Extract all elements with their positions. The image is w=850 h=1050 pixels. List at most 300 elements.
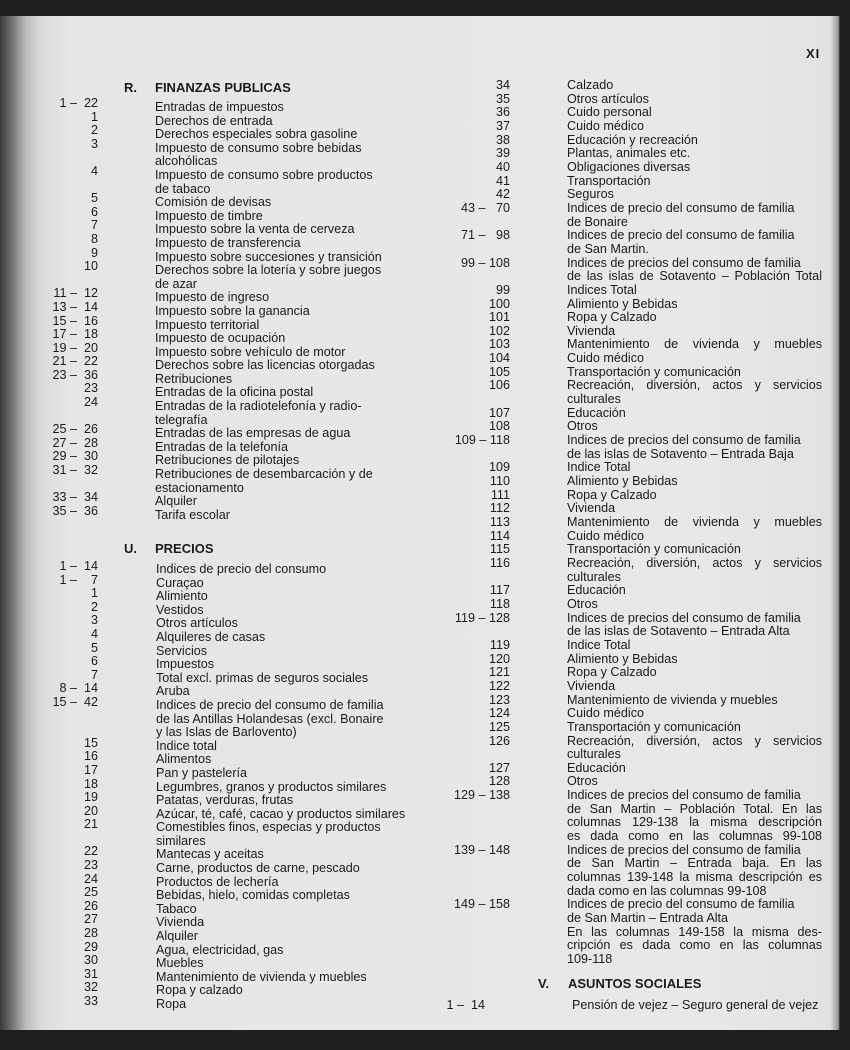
entry-description: Agua, electricidad, gas xyxy=(156,942,284,957)
entry-description: culturales xyxy=(567,747,621,762)
entry-description: Impuesto de timbre xyxy=(155,208,263,223)
right-column-rows xyxy=(430,79,822,967)
entry-description: Bebidas, hielo, comidas completas xyxy=(156,888,350,903)
column-number: 17 xyxy=(83,762,98,777)
entry-description: Indices de precio del consumo de familia xyxy=(156,697,384,712)
column-number: 8 – 14 xyxy=(59,681,98,696)
index-entry xyxy=(430,461,822,475)
entry-description: Impuestos xyxy=(156,657,215,672)
entry-description: Impuesto de consumo sobre bebidas xyxy=(155,140,362,155)
entry-description: En las columnas 149-158 la misma des- xyxy=(567,924,822,939)
entry-description: Cuido personal xyxy=(567,105,652,120)
column-number: 113 xyxy=(489,515,510,529)
index-entry xyxy=(430,420,822,434)
column-number: 7 xyxy=(90,667,98,682)
entry-description: columnas 139-148 la misma descripción es xyxy=(567,870,822,885)
entry-description: de San Martin – Entrada baja. En las xyxy=(567,856,822,871)
column-number: 25 – 26 xyxy=(52,422,98,437)
column-number: 11 – 12 xyxy=(53,286,98,301)
column-number: 35 – 36 xyxy=(52,503,98,518)
entry-description: Impuesto de ocupación xyxy=(155,331,286,346)
column-number: 23 xyxy=(83,858,98,873)
index-entry xyxy=(430,298,822,312)
entry-description: Retribuciones xyxy=(155,371,233,386)
column-number: 71 – 98 xyxy=(460,228,510,243)
index-entry xyxy=(430,188,822,202)
entry-description: Pan y pastelería xyxy=(156,765,248,780)
entry-description: Derechos sobre la lotería y sobre juegos xyxy=(155,263,382,278)
section-title: ASUNTOS SOCIALES xyxy=(568,976,702,991)
column-number: 15 – 16 xyxy=(52,313,98,328)
column-number: 115 xyxy=(489,542,510,557)
entry-description: Entradas de la oficina postal xyxy=(155,385,314,400)
column-number: 30 xyxy=(83,953,98,968)
entry-description: Productos de lechería xyxy=(156,874,279,889)
column-number: 107 xyxy=(488,405,510,420)
entry-description: Indices de precio del consumo de familia xyxy=(567,200,795,215)
entry-description: Otros artículos xyxy=(567,91,649,106)
index-entry xyxy=(430,639,822,653)
column-number: 8 xyxy=(90,231,98,246)
column-number: 149 – 158 xyxy=(453,897,510,912)
entry-description: Transportación xyxy=(567,173,651,188)
entry-description: Seguros xyxy=(567,187,614,202)
index-entry xyxy=(40,395,400,414)
column-number: 26 xyxy=(83,898,98,913)
column-number: 28 xyxy=(83,926,98,941)
column-number: 21 xyxy=(83,817,98,832)
column-number: 16 xyxy=(83,749,98,764)
section-u-rows xyxy=(40,559,420,1012)
entry-description: columnas 129-138 la misma descripción xyxy=(567,815,822,830)
entry-description: Transportación y comunicación xyxy=(567,364,741,379)
column-number: 24 xyxy=(83,871,98,886)
entry-description: y las Islas de Barlovento) xyxy=(156,725,297,740)
column-number: 37 xyxy=(495,118,510,133)
document-page xyxy=(0,16,840,1030)
entry-description: Alimiento y Bebidas xyxy=(567,296,678,311)
entry-description: Ropa y Calzado xyxy=(567,310,657,325)
entry-description: dada como en las columnas 99-108 xyxy=(567,883,767,898)
entry-description: Cuido médico xyxy=(567,118,645,133)
entry-description: Patatas, verduras, frutas xyxy=(156,793,294,808)
column-number: 1 – 7 xyxy=(59,572,98,587)
index-entry xyxy=(40,463,400,482)
index-entry xyxy=(430,707,822,721)
index-entry xyxy=(40,259,400,278)
index-entry xyxy=(430,789,822,803)
index-entry xyxy=(430,284,822,298)
entry-description: Educación y recreación xyxy=(567,132,698,147)
index-entry xyxy=(430,926,822,940)
column-number: 31 xyxy=(83,966,98,981)
entry-description: Recreación, diversión, actos y servicios xyxy=(567,555,822,570)
column-number: 10 xyxy=(83,259,98,274)
column-number: 126 xyxy=(488,733,510,748)
column-number: 121 xyxy=(488,665,510,680)
index-entry xyxy=(430,257,822,271)
entry-description: Impuesto sobre succesiones y transición xyxy=(155,249,382,264)
entry-description: Impuesto de ingreso xyxy=(155,290,270,305)
entry-description: Calzado xyxy=(567,78,614,92)
entry-description: Mantenimiento de vivienda y muebles xyxy=(156,969,367,984)
index-entry xyxy=(430,489,822,503)
column-number: 7 xyxy=(90,218,98,233)
column-number: 119 – 128 xyxy=(454,610,510,625)
entry-description: Indices de precio del consumo de familia xyxy=(567,228,795,243)
index-entry xyxy=(40,994,420,1012)
column-number: 5 xyxy=(90,191,98,206)
entry-description: Derechos de entrada xyxy=(155,113,273,128)
column-number: 25 xyxy=(83,885,98,900)
entry-description: Cuido médico xyxy=(567,528,645,543)
index-entry xyxy=(430,516,822,530)
entry-description: Recreación, diversión, actos y servicios xyxy=(567,378,822,393)
index-entry xyxy=(430,393,822,407)
index-entry xyxy=(430,775,822,789)
entry-description: Educación xyxy=(567,760,626,775)
column-number: 112 xyxy=(489,501,510,516)
column-number: 1 – 14 xyxy=(59,559,98,573)
entry-description: similares xyxy=(156,833,206,848)
column-number: 122 xyxy=(488,678,510,693)
index-entry xyxy=(430,721,822,735)
index-entry xyxy=(430,106,822,120)
entry-description: Ropa y Calzado xyxy=(567,665,657,680)
column-number: 108 xyxy=(488,419,510,434)
column-number: 23 xyxy=(83,381,98,396)
entry-description: Indice total xyxy=(156,738,217,753)
entry-description: Legumbres, granos y productos similares xyxy=(156,779,387,794)
column-number: 33 – 34 xyxy=(52,490,98,505)
entry-description: Indice Total xyxy=(567,460,631,475)
entry-description: Alimiento xyxy=(156,589,208,604)
column-number: 22 xyxy=(83,844,98,859)
index-entry xyxy=(430,898,822,912)
column-number: 118 xyxy=(489,596,510,611)
column-number: 19 – 20 xyxy=(52,340,98,355)
index-entry xyxy=(430,352,822,366)
column-number: 1 xyxy=(90,109,98,124)
entry-description: Cuido médico xyxy=(567,351,645,366)
index-entry xyxy=(40,713,420,727)
column-number: 39 xyxy=(495,146,510,161)
column-number: 100 xyxy=(488,296,510,311)
column-number: 105 xyxy=(488,364,510,379)
column-number: 99 xyxy=(495,282,510,297)
index-entry xyxy=(430,871,822,885)
index-entry xyxy=(430,475,822,489)
column-number: 27 – 28 xyxy=(52,435,98,450)
entry-description: Otros xyxy=(567,774,598,789)
entry-description: Indices Total xyxy=(567,282,637,297)
column-number: 114 xyxy=(489,528,510,543)
index-entry xyxy=(430,229,822,243)
index-entry xyxy=(430,502,822,516)
section-v-rows xyxy=(430,999,822,1013)
index-entry xyxy=(430,830,822,844)
entry-description: de tabaco xyxy=(155,181,211,196)
index-entry xyxy=(430,530,822,544)
index-entry xyxy=(430,571,822,585)
entry-description: Derechos sobre las licencias otorgadas xyxy=(155,358,375,373)
index-entry xyxy=(430,543,822,557)
index-entry xyxy=(430,79,822,93)
column-number: 17 – 18 xyxy=(52,327,98,342)
column-number: 23 – 36 xyxy=(52,367,98,382)
column-number: 20 xyxy=(83,803,98,818)
entry-description: Impuesto sobre vehículo de motor xyxy=(155,344,346,359)
index-entry xyxy=(430,325,822,339)
section-letter: R. xyxy=(124,80,137,95)
entry-description: de las Antillas Holandesas (excl. Bonaire xyxy=(156,711,384,726)
entry-description: Indices de precios del consumo de familia xyxy=(567,610,801,625)
entry-description: Tabaco xyxy=(156,901,197,916)
entry-description: Transportación y comunicación xyxy=(567,719,741,734)
index-entry xyxy=(430,625,822,639)
index-entry xyxy=(430,803,822,817)
entry-description: Indices de precios del consumo de familia xyxy=(567,788,801,803)
column-number: 104 xyxy=(488,351,510,366)
column-number: 117 xyxy=(489,583,510,598)
index-entry xyxy=(430,175,822,189)
index-entry xyxy=(430,270,822,284)
entry-description: Indice Total xyxy=(567,637,631,652)
entry-description: Ropa y Calzado xyxy=(567,487,657,502)
index-entry xyxy=(430,407,822,421)
index-entry xyxy=(430,748,822,762)
column-number: 101 xyxy=(488,310,510,325)
column-number: 43 – 70 xyxy=(460,200,510,215)
entry-description: Entradas de la radiotelefonía y radio- xyxy=(155,399,362,414)
index-entry xyxy=(430,885,822,899)
entry-description: Retribuciones de pilotajes xyxy=(155,453,300,468)
column-number: 15 xyxy=(83,735,98,750)
index-entry xyxy=(430,338,822,352)
entry-description: Alimentos xyxy=(156,752,212,767)
entry-description: de las islas de Sotavento – Entrada Baja xyxy=(567,446,794,461)
column-number: 27 xyxy=(83,912,98,927)
entry-description: Ropa y calzado xyxy=(156,983,243,998)
column-number: 42 xyxy=(495,187,510,202)
index-entry xyxy=(430,379,822,393)
entry-description: Alquiler xyxy=(155,494,197,509)
entry-description: Comisión de devisas xyxy=(155,195,272,210)
column-number: 1 – 22 xyxy=(59,96,98,110)
index-entry xyxy=(430,598,822,612)
index-entry xyxy=(430,147,822,161)
column-number: 109 – 118 xyxy=(454,433,510,448)
entry-description: 109-118 xyxy=(567,952,613,966)
column-number: 38 xyxy=(495,132,510,147)
entry-description: estacionamento xyxy=(155,480,244,495)
entry-description: Impuesto territorial xyxy=(155,317,260,332)
index-entry xyxy=(40,817,420,835)
column-number: 124 xyxy=(488,706,510,721)
column-number: 1 – 14 xyxy=(446,998,485,1012)
entry-description: Indices de precios del consumo de familia xyxy=(567,433,801,448)
entry-description: Recreación, diversión, actos y servicios xyxy=(567,733,822,748)
column-number: 4 xyxy=(90,626,98,641)
index-entry xyxy=(430,666,822,680)
index-entry xyxy=(430,735,822,749)
column-number: 13 – 14 xyxy=(52,299,98,314)
entry-description: de Bonaire xyxy=(567,214,628,229)
entry-description: de San Martin – Entrada Alta xyxy=(567,911,729,926)
entry-description: Comestibles finos, especias y productos xyxy=(156,820,381,835)
entry-description: Retribuciones de desembarcación y de xyxy=(155,467,373,482)
entry-description: Obligaciones diversas xyxy=(567,159,691,174)
column-number: 29 xyxy=(83,939,98,954)
entry-description: Entradas de la telefonía xyxy=(155,439,289,454)
index-entry xyxy=(430,844,822,858)
column-number: 4 xyxy=(90,163,98,178)
index-entry xyxy=(430,120,822,134)
section-letter: V. xyxy=(538,976,550,991)
entry-description: Entradas de las empresas de agua xyxy=(155,426,351,441)
column-number: 3 xyxy=(90,613,98,628)
column-number: 18 xyxy=(83,776,98,791)
index-entry xyxy=(430,762,822,776)
entry-description: Mantenimiento de vivienda y muebles xyxy=(567,337,822,352)
column-number: 116 xyxy=(489,555,510,570)
column-number: 2 xyxy=(90,599,98,614)
entry-description: cripción es dada como en las columnas xyxy=(567,938,822,953)
index-entry xyxy=(430,912,822,926)
index-entry xyxy=(430,311,822,325)
column-number: 31 – 32 xyxy=(52,463,98,478)
index-entry xyxy=(40,163,400,183)
index-entry xyxy=(40,136,400,156)
column-number: 120 xyxy=(488,651,510,666)
entry-description: es dada como en las columnas 99-108 xyxy=(567,829,822,844)
entry-description: Muebles xyxy=(156,956,204,971)
entry-description: de las islas de Sotavento – Entrada Alta xyxy=(567,624,790,639)
entry-description: Mantenimiento de vivienda y muebles xyxy=(567,692,778,707)
column-number: 128 xyxy=(488,774,510,789)
entry-description: Vivienda xyxy=(567,501,616,516)
column-number: 5 xyxy=(90,640,98,655)
column-number: 6 xyxy=(90,204,98,219)
entry-description: alcohólicas xyxy=(155,154,218,169)
entry-description: de San Martin. xyxy=(567,241,649,256)
entry-description: Vestidos xyxy=(156,602,204,617)
entry-description: Azúcar, té, café, cacao y productos similares xyxy=(156,806,406,821)
page-number: XI xyxy=(806,46,821,61)
entry-description: Transportación y comunicación xyxy=(567,542,741,557)
column-number: 119 xyxy=(489,637,510,652)
entry-description: Impuesto sobre la venta de cerveza xyxy=(155,222,355,237)
index-entry xyxy=(430,216,822,230)
column-number: 123 xyxy=(488,692,510,707)
entry-description: Alquiler xyxy=(156,929,198,944)
index-entry xyxy=(430,694,822,708)
index-entry xyxy=(430,653,822,667)
entry-description: Aruba xyxy=(156,684,190,699)
section-title: FINANZAS PUBLICAS xyxy=(155,80,291,95)
index-entry xyxy=(430,999,822,1013)
entry-description: culturales xyxy=(567,392,621,407)
entry-description: Indices de precio del consumo de familia xyxy=(567,897,795,912)
column-number: 24 xyxy=(83,395,98,410)
index-entry xyxy=(430,161,822,175)
column-number: 15 – 42 xyxy=(52,694,98,709)
column-number: 139 – 148 xyxy=(453,842,510,857)
column-number: 102 xyxy=(488,323,510,338)
entry-description: de las islas de Sotavento – Población Total xyxy=(567,269,822,284)
entry-description: Alquileres de casas xyxy=(156,629,266,644)
column-number: 29 – 30 xyxy=(52,449,98,464)
entry-description: Impuesto de consumo sobre productos xyxy=(155,167,373,182)
entry-description: Alimiento y Bebidas xyxy=(567,651,678,666)
entry-description: Carne, productos de carne, pescado xyxy=(156,861,360,876)
index-entry xyxy=(430,953,822,967)
entry-description: Mantenimiento de vivienda y muebles xyxy=(567,515,822,529)
entry-description: Vivienda xyxy=(156,915,205,930)
entry-description: Mantecas y aceitas xyxy=(156,847,264,862)
section-r-rows xyxy=(40,96,400,522)
index-entry xyxy=(430,448,822,462)
column-number: 127 xyxy=(488,760,510,775)
column-number: 106 xyxy=(488,378,510,393)
entry-description: telegrafía xyxy=(155,412,208,427)
entry-description: Otros artículos xyxy=(156,616,238,631)
index-entry xyxy=(430,939,822,953)
column-number: 21 – 22 xyxy=(52,354,98,369)
section-title: PRECIOS xyxy=(155,541,214,556)
index-entry xyxy=(430,680,822,694)
column-number: 9 xyxy=(90,245,98,260)
entry-description: de San Martin – Población Total. En las xyxy=(567,801,822,816)
entry-description: Indices de precios del consumo de familia xyxy=(567,255,801,270)
entry-description: Cuido médico xyxy=(567,706,645,721)
entry-description: Total excl. primas de seguros sociales xyxy=(156,670,369,685)
column-number: 2 xyxy=(90,123,98,138)
entry-description: Pensión de vejez – Seguro general de vejez xyxy=(572,998,819,1012)
column-number: 111 xyxy=(490,487,510,502)
index-entry xyxy=(430,93,822,107)
entry-description: Educación xyxy=(567,405,626,420)
column-number: 6 xyxy=(90,654,98,669)
entry-description: Otros xyxy=(567,419,598,434)
column-number: 41 xyxy=(495,173,510,188)
index-entry xyxy=(430,584,822,598)
index-entry xyxy=(430,434,822,448)
index-entry xyxy=(40,694,420,713)
entry-description: Indices de precios del consumo de familia xyxy=(567,842,801,857)
entry-description: culturales xyxy=(567,569,621,584)
entry-description: Curaçao xyxy=(156,575,204,590)
column-number: 33 xyxy=(83,994,98,1008)
entry-description: de azar xyxy=(155,276,198,291)
column-number: 1 xyxy=(90,586,98,601)
entry-description: Ropa xyxy=(156,997,187,1011)
entry-description: Educación xyxy=(567,583,626,598)
entry-description: Otros xyxy=(567,596,598,611)
entry-description: Impuesto de transferencia xyxy=(155,235,301,250)
column-number: 109 xyxy=(488,460,510,475)
index-entry xyxy=(430,612,822,626)
column-number: 110 xyxy=(489,474,510,489)
column-number: 129 – 138 xyxy=(453,788,510,803)
index-entry xyxy=(430,202,822,216)
column-number: 99 – 108 xyxy=(460,255,510,270)
index-entry xyxy=(430,857,822,871)
index-entry xyxy=(40,503,400,523)
entry-description: Plantas, animales etc. xyxy=(567,146,691,161)
column-number: 40 xyxy=(495,159,510,174)
column-number: 34 xyxy=(495,78,510,92)
